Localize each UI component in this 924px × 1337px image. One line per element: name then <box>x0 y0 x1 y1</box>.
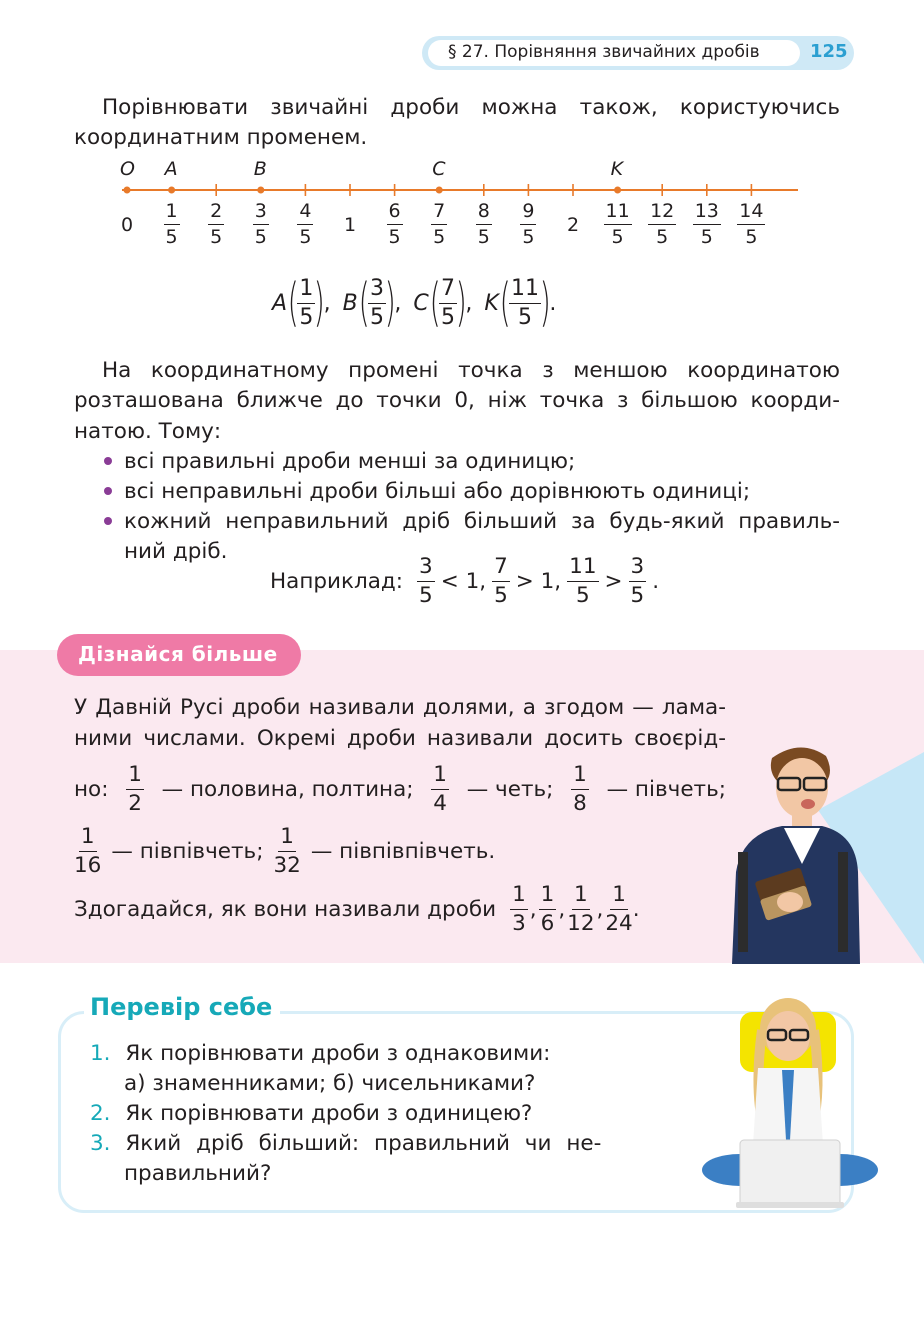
bullet-dot <box>104 517 112 525</box>
ray-point <box>124 187 131 194</box>
frac-den: 5 <box>656 226 669 248</box>
coord-B-den: 5 <box>370 304 385 330</box>
coord-C-num: 7 <box>439 278 457 304</box>
period: . <box>549 290 557 316</box>
ray-point <box>168 187 175 194</box>
frac-num: 8 <box>476 202 492 225</box>
coord-K-den: 5 <box>518 304 533 330</box>
intro-line-1: Порівнювати звичайні дроби можна також, користуючись <box>102 95 840 120</box>
coord-C-den: 5 <box>441 304 456 330</box>
rule-line-2: розташована ближче до точки 0, ніж точка з більшою коорди- <box>74 388 840 413</box>
frac-num: 4 <box>297 202 313 225</box>
frac-den: 5 <box>575 582 590 608</box>
bullet-1: всі правильні дроби менші за одиницю; <box>124 449 576 474</box>
frac-den: 5 <box>254 226 267 248</box>
frac-den: 5 <box>388 226 401 248</box>
frac-den: 24 <box>605 910 633 936</box>
text: — півпівчеть; <box>111 838 264 864</box>
coord-K-num: 11 <box>509 278 541 304</box>
tick-whole-label: 1 <box>344 214 357 236</box>
frac-den: 6 <box>540 910 555 936</box>
frac-num: 3 <box>629 556 647 582</box>
frac-num: 11 <box>604 202 632 225</box>
rule-line-3: натою. Тому: <box>74 419 222 444</box>
text: но: <box>74 776 109 802</box>
tick-fraction-label <box>470 202 498 247</box>
frac-den: 5 <box>745 226 758 248</box>
point-label: O <box>120 158 135 180</box>
period: . <box>632 896 640 922</box>
point-label: C <box>432 158 446 180</box>
question-number: 1. <box>90 1041 111 1066</box>
frac-num: 9 <box>520 202 536 225</box>
comma: , <box>394 290 402 316</box>
question-number: 3. <box>90 1131 111 1156</box>
frac-num: 1 <box>610 884 628 910</box>
frac-den: 5 <box>700 226 713 248</box>
frac-den: 2 <box>128 790 142 816</box>
frac-den: 4 <box>433 790 447 816</box>
frac-num: 1 <box>126 764 144 790</box>
text: — півчеть; <box>606 776 726 802</box>
learn-line-1: У Давній Русі дроби називали долями, а згодом — лама- <box>74 695 726 720</box>
tick-fraction-label <box>158 202 186 247</box>
frac-num: 7 <box>492 556 510 582</box>
frac-den: 5 <box>611 226 624 248</box>
point-label: K <box>610 158 624 180</box>
frac-num: 1 <box>278 826 296 852</box>
rule-line-1: На координатному промені точка з меншою координатою <box>102 358 840 383</box>
point-label: B <box>253 158 267 180</box>
tick-fraction-label <box>381 202 409 247</box>
frac-num: 1 <box>79 826 97 852</box>
question-1 <box>90 1038 550 1069</box>
frac-num: 1 <box>164 202 180 225</box>
paren-open: ( <box>499 273 511 333</box>
bullet-dot <box>104 457 112 465</box>
frac-num: 6 <box>387 202 403 225</box>
number-line <box>110 178 810 202</box>
text: — половина, полтина; <box>161 776 414 802</box>
frac-num: 7 <box>431 202 447 225</box>
example-label: Наприклад: <box>270 568 404 594</box>
ray-point <box>257 187 264 194</box>
frac-num: 1 <box>539 884 557 910</box>
frac-num: 1 <box>510 884 528 910</box>
tick-whole-label: 2 <box>567 214 580 236</box>
coordinates-row <box>272 272 556 334</box>
frac-num: 1 <box>572 884 590 910</box>
question-2 <box>90 1098 532 1129</box>
comma: , <box>558 896 566 922</box>
question-3 <box>90 1128 604 1159</box>
ray-point <box>614 187 621 194</box>
example-row <box>270 550 659 612</box>
frac-den: 5 <box>165 226 178 248</box>
frac-num: 12 <box>648 202 676 225</box>
relation: > <box>604 568 623 594</box>
frac-num: 14 <box>737 202 765 225</box>
learn-line-3 <box>74 758 726 820</box>
frac-den: 5 <box>477 226 490 248</box>
period: . <box>652 568 660 594</box>
page-number: 125 <box>810 41 848 62</box>
question-number: 2. <box>90 1101 111 1126</box>
frac-num: 3 <box>417 556 435 582</box>
paren-close: ) <box>539 273 551 333</box>
question-3-line-2: правильний? <box>124 1161 272 1186</box>
frac-num: 1 <box>431 764 449 790</box>
tick-fraction-label <box>202 202 230 247</box>
frac-num: 1 <box>571 764 589 790</box>
frac-den: 5 <box>419 582 433 608</box>
paren-close: ) <box>384 273 396 333</box>
comma: , <box>596 896 604 922</box>
tick-whole-label: 0 <box>121 214 134 236</box>
learn-more-title: Дізнайся більше <box>78 642 278 666</box>
question-text: Який дріб більший: правильний чи не- <box>125 1131 602 1156</box>
text: — четь; <box>466 776 554 802</box>
frac-den: 5 <box>299 226 312 248</box>
coord-A-den: 5 <box>299 304 314 330</box>
coord-K-name: K <box>484 290 499 316</box>
coord-C-name: C <box>413 290 429 316</box>
paren-open: ( <box>287 273 299 333</box>
question-1-line-2: а) знаменниками; б) чисельниками? <box>124 1071 536 1096</box>
paren-open: ( <box>429 273 441 333</box>
point-label: A <box>164 158 178 180</box>
tick-fraction-label <box>247 202 275 247</box>
frac-den: 5 <box>494 582 508 608</box>
bullet-2: всі неправильні дроби більші або дорівнюють одиниці; <box>124 479 751 504</box>
bullet-3: кожний неправильний дріб більший за будь-який правиль- <box>124 509 840 534</box>
tick-fraction-label <box>737 202 765 247</box>
paren-close: ) <box>313 273 326 333</box>
bullet-3-continued: ний дріб. <box>124 539 228 564</box>
relation: > 1, <box>515 568 562 594</box>
boy-illustration <box>722 742 862 964</box>
intro-line-2: координатним променем. <box>74 125 368 150</box>
tick-fraction-label <box>648 202 676 247</box>
tick-fraction-label <box>604 202 632 247</box>
text: — півпівпівчеть. <box>310 838 496 864</box>
comma: , <box>323 290 331 316</box>
frac-den: 16 <box>74 852 102 878</box>
tick-fraction-label <box>693 202 721 247</box>
frac-num: 11 <box>567 556 598 582</box>
girl-illustration <box>700 990 880 1214</box>
section-title: § 27. Порівняння звичайних дробів <box>448 42 760 62</box>
frac-den: 12 <box>567 910 595 936</box>
paren-open: ( <box>358 273 370 333</box>
tick-fraction-label <box>425 202 453 247</box>
coord-B-name: B <box>342 290 358 316</box>
frac-num: 2 <box>208 202 224 225</box>
self-check-title: Перевір себе <box>84 993 280 1021</box>
coord-A-num: 1 <box>297 278 315 304</box>
frac-den: 5 <box>630 582 645 608</box>
paren-close: ) <box>455 273 467 333</box>
relation: < 1, <box>440 568 487 594</box>
frac-num: 3 <box>253 202 269 225</box>
coord-B-num: 3 <box>368 278 386 304</box>
learn-line-4 <box>74 820 495 882</box>
frac-num: 13 <box>693 202 721 225</box>
tick-fraction-label <box>514 202 542 247</box>
learn-line-2: ними числами. Окремі дроби називали досить своєрід- <box>74 726 726 751</box>
question-text: Як порівнювати дроби з одиницею? <box>125 1101 533 1126</box>
frac-den: 5 <box>522 226 535 248</box>
bullet-dot <box>104 487 112 495</box>
frac-den: 5 <box>210 226 223 248</box>
question-text: Як порівнювати дроби з однаковими: <box>125 1041 551 1066</box>
comma: , <box>529 896 537 922</box>
comma: , <box>465 290 473 316</box>
frac-den: 32 <box>273 852 301 878</box>
coord-A-name: A <box>272 290 288 316</box>
learn-guess-line <box>74 878 640 940</box>
tick-fraction-label <box>291 202 319 247</box>
frac-den: 3 <box>512 910 526 936</box>
frac-den: 5 <box>433 226 446 248</box>
guess-text: Здогадайся, як вони називали дроби <box>74 896 497 922</box>
ray-point <box>436 187 443 194</box>
frac-den: 8 <box>573 790 587 816</box>
